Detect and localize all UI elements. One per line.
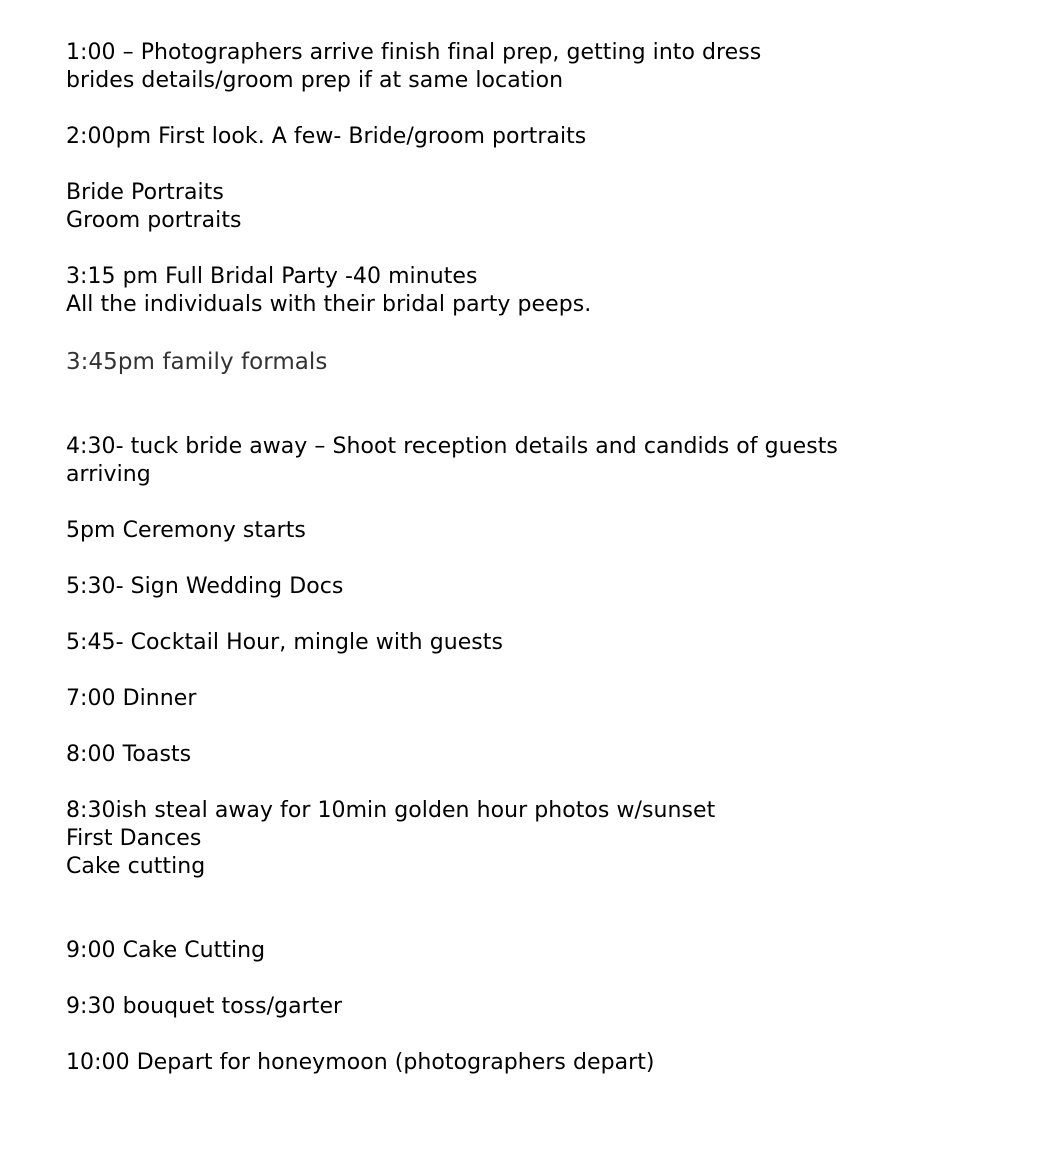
schedule-line: 4:30- tuck bride away – Shoot reception details and candids of guests	[66, 434, 838, 459]
schedule-line: 2:00pm First look. A few- Bride/groom portraits	[66, 124, 587, 149]
schedule-line: Bride Portraits	[66, 180, 224, 205]
schedule-line: brides details/groom prep if at same location	[66, 68, 564, 93]
schedule-line: 9:30 bouquet toss/garter	[66, 994, 343, 1019]
schedule-line: Cake cutting	[66, 854, 206, 879]
schedule-line: 10:00 Depart for honeymoon (photographers depart)	[66, 1050, 655, 1075]
schedule-line: 7:00 Dinner	[66, 686, 197, 711]
schedule-line: 1:00 – Photographers arrive finish final prep, getting into dress	[66, 40, 762, 65]
schedule-line: arriving	[66, 462, 151, 487]
schedule-line: 8:00 Toasts	[66, 742, 192, 767]
schedule-line: 5pm Ceremony starts	[66, 518, 306, 543]
schedule-line: 9:00 Cake Cutting	[66, 938, 266, 963]
schedule-line: All the individuals with their bridal party peeps.	[66, 292, 592, 317]
schedule-line: 3:45pm family formals	[66, 349, 328, 375]
schedule-line: 5:45- Cocktail Hour, mingle with guests	[66, 630, 503, 655]
schedule-line: 5:30- Sign Wedding Docs	[66, 574, 344, 599]
schedule-line: Groom portraits	[66, 208, 242, 233]
schedule-line: 3:15 pm Full Bridal Party -40 minutes	[66, 264, 478, 289]
schedule-line: 8:30ish steal away for 10min golden hour photos w/sunset	[66, 798, 716, 823]
schedule-line: First Dances	[66, 826, 202, 851]
